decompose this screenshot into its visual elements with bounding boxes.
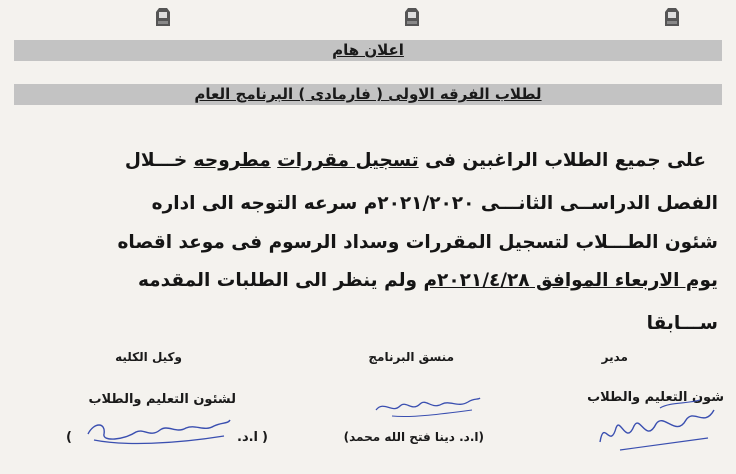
signature-middle-name: (ا.د. دينا فتح الله محمد) — [343, 430, 484, 444]
body-line-1 — [28, 150, 706, 171]
handwritten-signature-dean — [84, 412, 234, 448]
signature-middle-title: منسق البرنامج — [368, 350, 454, 364]
body-line-4-rest: ولم ينظر الى الطلبات المقدمه — [137, 270, 424, 291]
body-line-4-date: يوم الاربعاء الموافق ٢٠٢١/٤/٢٨م — [423, 270, 718, 291]
handwritten-signature-director — [590, 398, 720, 456]
signature-right-title: مدير — [601, 350, 628, 364]
body-line-4 — [28, 270, 718, 291]
signature-right-name: شون التعليم والطلاب — [587, 390, 724, 405]
university-logo-right — [663, 6, 681, 28]
body-line-5: ســـابقا — [646, 313, 718, 334]
body-line-2: الفصل الدراســى الثانـــى ٢٠٢١/٢٠٢٠م سرعه التوجه الى اداره — [151, 193, 718, 214]
body-line-1-part-d: مطروحه — [193, 150, 271, 171]
body-line-1-part-e: خـــلال — [124, 150, 194, 171]
handwritten-signature-coordinator — [372, 392, 482, 422]
body-line-1-part-b: تسجيل مقررات — [277, 150, 419, 171]
university-logo-center — [403, 6, 421, 28]
signature-left-prefix: ا.د. — [237, 430, 259, 445]
university-logo-left — [154, 6, 172, 28]
announcement-title: اعلان هام — [332, 41, 404, 59]
body-line-3: شئون الطـــلاب لتسجيل المقررات وسداد الرسوم فى موعد اقصاه — [117, 232, 718, 253]
signature-left-subtitle: لشئون التعليم والطلاب — [88, 392, 236, 407]
body-line-1-part-a: على جميع الطلاب الراغبين فى — [418, 150, 706, 171]
announcement-subtitle-band — [14, 84, 722, 105]
signature-left-paren-close: ( — [262, 430, 268, 445]
announcement-title-band — [14, 40, 722, 61]
signature-left-title: وكيل الكليه — [115, 350, 182, 364]
signature-left-paren-open: ) — [66, 430, 72, 445]
announcement-subtitle: لطلاب الفرقه الاولى ( فارمادى ) البرنامج العام — [194, 85, 542, 103]
